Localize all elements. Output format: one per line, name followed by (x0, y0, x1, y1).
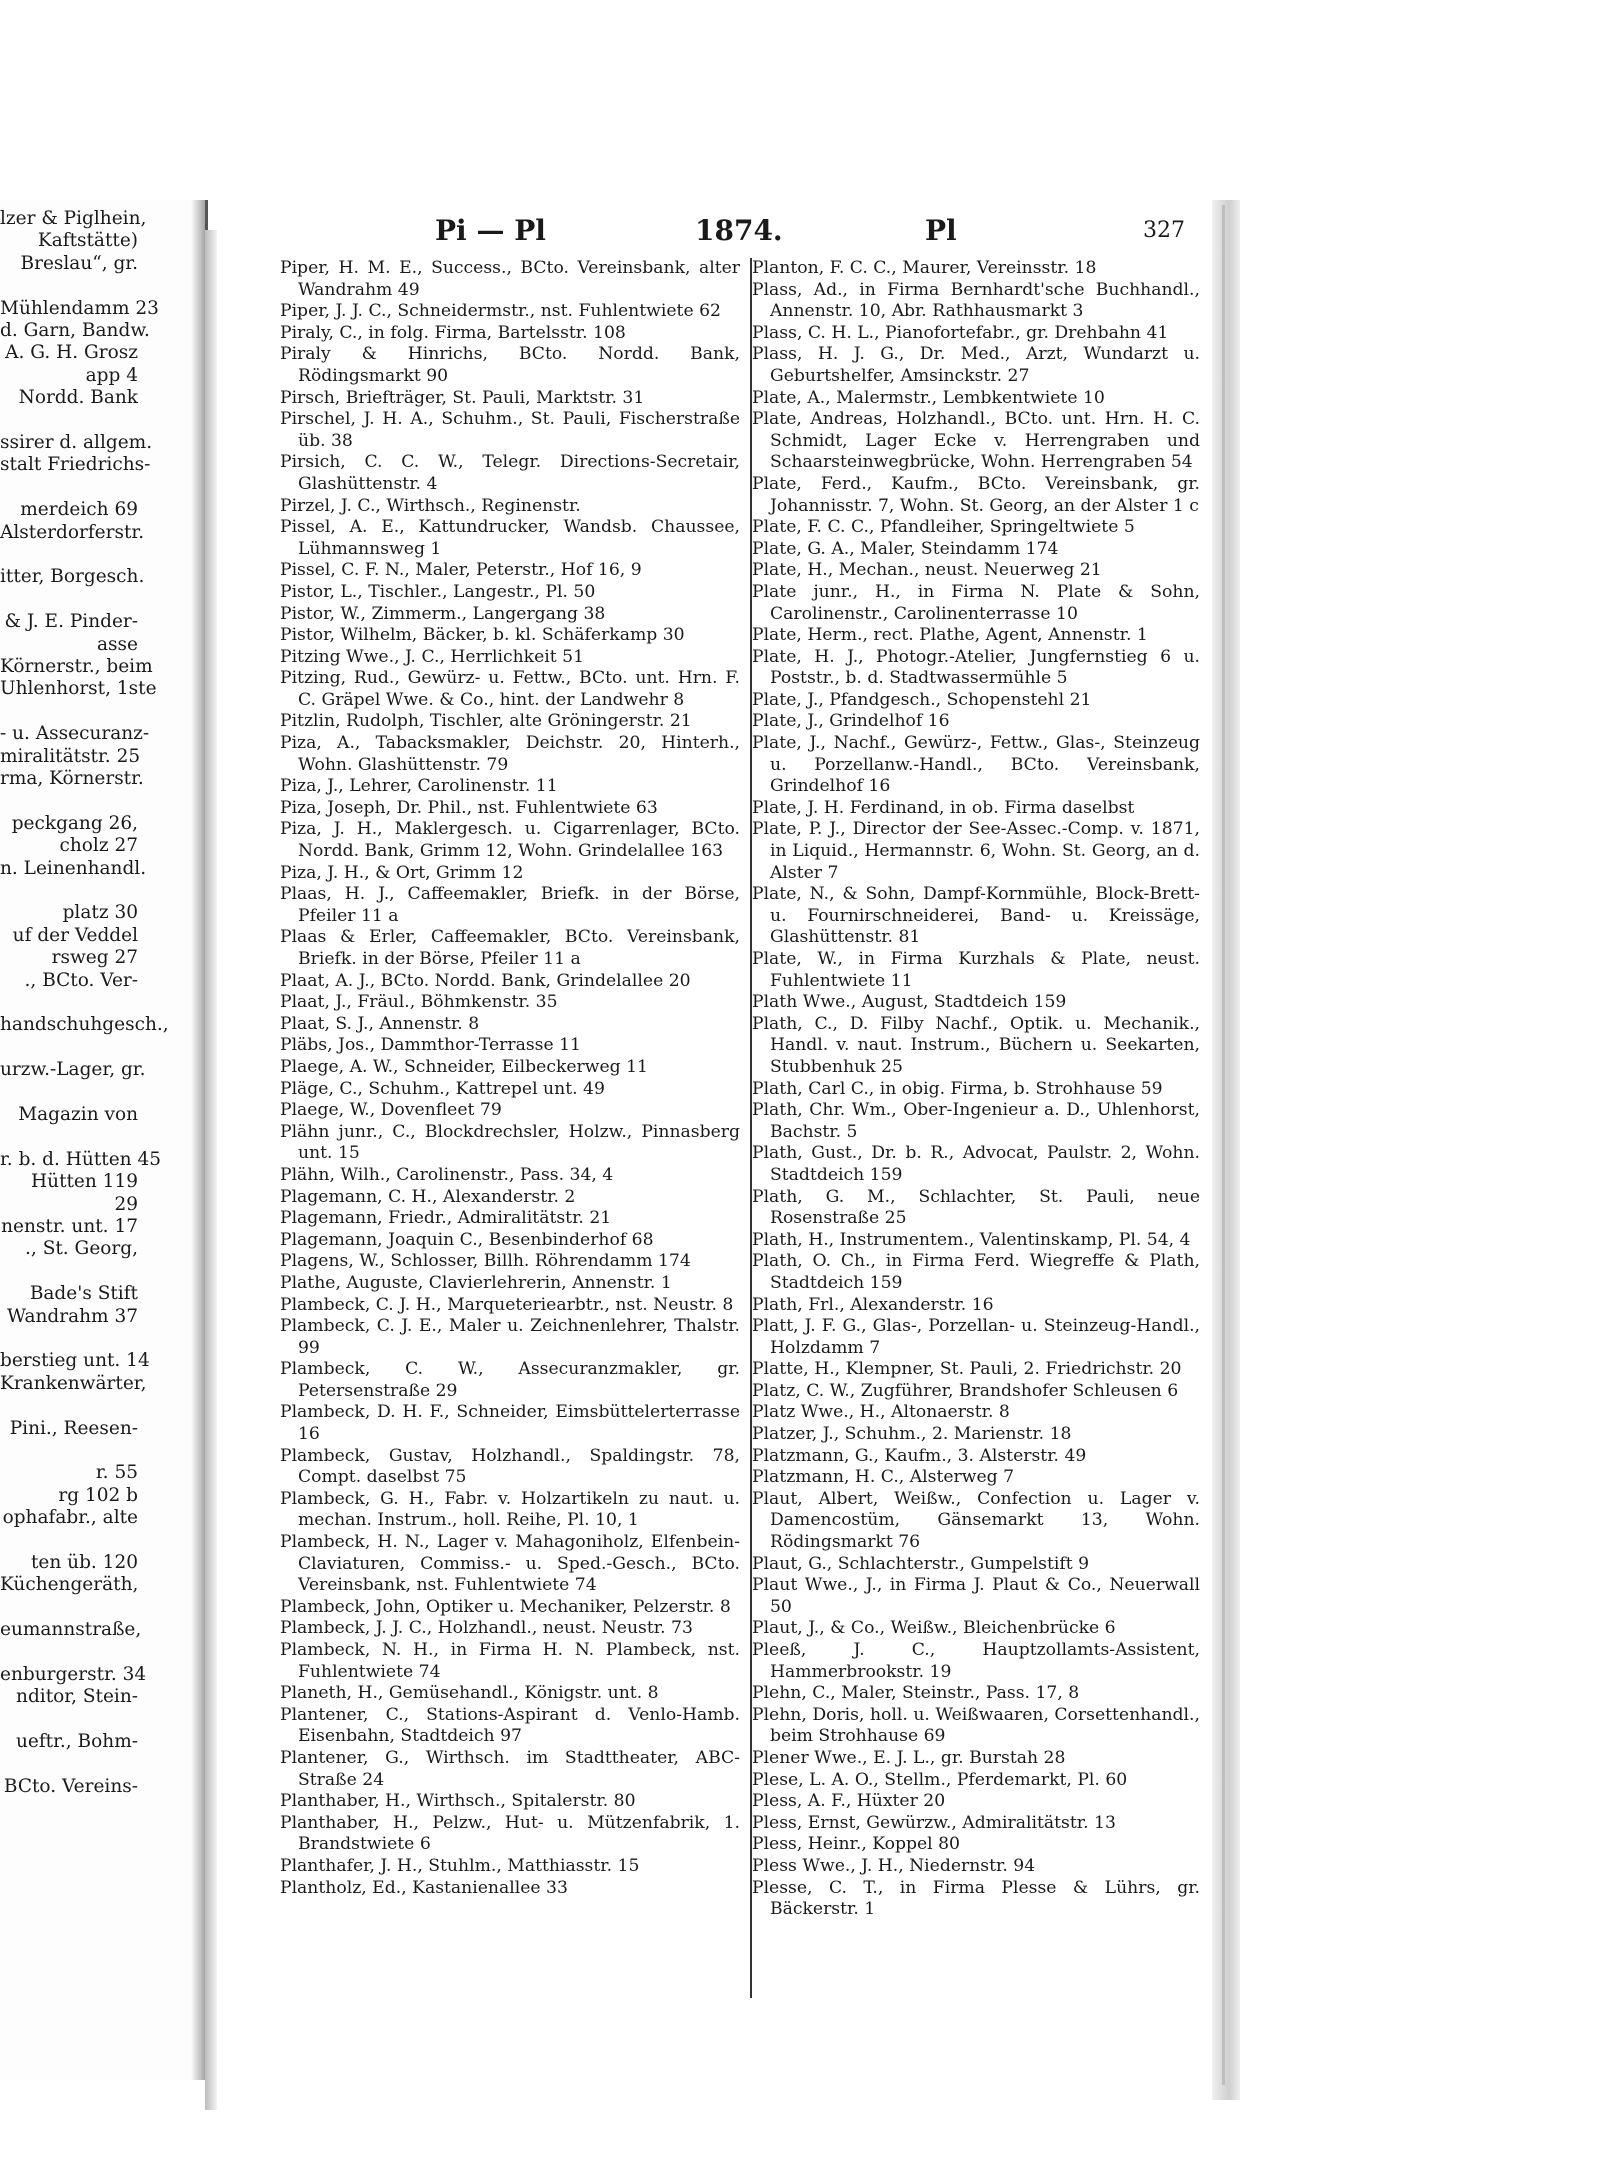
directory-entry: Plate, J. H. Ferdinand, in ob. Firma daselbst (752, 797, 1135, 818)
directory-entry: Planton, F. C. C., Maurer, Vereinsstr. 18 (752, 258, 1097, 278)
directory-entry: Plass, H. J. G., Dr. Med., Arzt, Wundarzt u. Geburtshelfer, Amsinckstr. 27 (752, 344, 1200, 386)
header-range: Pi — Pl (435, 214, 546, 247)
directory-entry: Plath, Chr. Wm., Ober-Ingenieur a. D., Uhlenhorst, Bachstr. 5 (752, 1100, 1200, 1142)
directory-entry: Planthafer, J. H., Stuhlm., Matthiasstr. 15 (280, 1855, 640, 1876)
directory-entry: Plate, G. A., Maler, Steindamm 174 (752, 538, 1059, 559)
directory-entry: Plaas & Erler, Caffeemakler, BCto. Vereinsbank, Briefk. in der Börse, Pfeiler 11 a (280, 927, 740, 969)
directory-entry: Pless, Heinr., Koppel 80 (752, 1834, 960, 1855)
left-page-line: rsweg 27 (51, 947, 138, 969)
left-page-line: eumannstraße, (0, 1619, 142, 1641)
left-page-line: - u. Assecuranz- (0, 723, 150, 745)
directory-entry: Plate, H., Mechan., neust. Neuerweg 21 (752, 560, 1102, 581)
directory-entry: Plath, Frl., Alexanderstr. 16 (752, 1294, 994, 1315)
left-page-line: Breslau“, gr. (20, 252, 138, 274)
directory-entry: Plantener, G., Wirthsch. im Stadttheater, ABC-Straße 24 (280, 1747, 740, 1790)
directory-entry: Pless Wwe., J. H., Niedernstr. 94 (752, 1855, 1036, 1876)
directory-entry: Plehn, C., Maler, Steinstr., Pass. 17, 8 (752, 1683, 1080, 1704)
left-page-line: rma, Körnerstr. (0, 768, 144, 789)
directory-entry: Plagemann, Joaquin C., Besenbinderhof 68 (280, 1229, 654, 1250)
directory-entry: Platz, C. W., Zugführer, Brandshofer Schleusen 6 (752, 1380, 1179, 1401)
directory-entry: Pissel, C. F. N., Maler, Peterstr., Hof 16, 9 (280, 560, 642, 581)
left-page-line: ueftr., Bohm- (15, 1731, 138, 1753)
directory-entry: Plagemann, C. H., Alexanderstr. 2 (280, 1186, 576, 1207)
directory-entry: Pistor, W., Zimmerm., Langergang 38 (280, 603, 606, 624)
directory-entry: Plesse, C. T., in Firma Plesse & Lührs, gr. Bäckerstr. 1 (752, 1877, 1200, 1920)
directory-column-right (752, 258, 1200, 1921)
directory-entry: Pläge, C., Schuhm., Kattrepel unt. 49 (280, 1078, 605, 1099)
directory-entry: Plate, N., & Sohn, Dampf-Kornmühle, Block-Brett- u. Fournirschneiderei, Band- u. Kreissäge, Glashüttenstr. 81 (752, 884, 1200, 948)
left-page-line: urzw.-Lager, gr. (0, 1059, 146, 1081)
directory-entry: Platzmann, H. C., Alsterweg 7 (752, 1467, 1015, 1488)
directory-entry: Plambeck, Gustav, Holzhandl., Spaldingstr. 78, Compt. daselbst 75 (280, 1445, 740, 1488)
directory-entry: Plähn, Wilh., Carolinenstr., Pass. 34, 4 (280, 1164, 614, 1185)
directory-entry: Pirsich, C. C. W., Telegr. Directions-Secretair, Glashüttenstr. 4 (280, 452, 740, 494)
directory-entry: Pitzlin, Rudolph, Tischler, alte Gröningerstr. 21 (280, 711, 692, 732)
left-page-line: platz 30 (62, 902, 138, 924)
left-page-line: stalt Friedrichs- (0, 454, 151, 476)
directory-entry: Pless, Ernst, Gewürzw., Admiralitätstr. 13 (752, 1812, 1116, 1833)
left-page-line: Magazin von (18, 1104, 138, 1125)
directory-entry: Plambeck, C. W., Assecuranzmakler, gr. Petersenstraße 29 (280, 1359, 740, 1401)
directory-entry: Plambeck, J. J. C., Holzhandl., neust. Neustr. 73 (280, 1618, 693, 1639)
directory-entry: Piraly & Hinrichs, BCto. Nordd. Bank, Rödingsmarkt 90 (280, 344, 740, 386)
left-page-line: Mühlendamm 23 (0, 297, 159, 319)
left-page-line: Nordd. Bank (18, 387, 138, 409)
left-page-line: Hütten 119 (31, 1171, 138, 1193)
directory-entry: Piper, H. M. E., Success., BCto. Vereinsbank, alter Wandrahm 49 (280, 258, 740, 300)
directory-entry: Platz Wwe., H., Altonaerstr. 8 (752, 1402, 1010, 1423)
left-page-line: Krankenwärter, (0, 1372, 147, 1394)
directory-entry: Plaat, A. J., BCto. Nordd. Bank, Grindelallee 20 (280, 970, 691, 991)
left-page-line: Bade's Stift (29, 1283, 138, 1305)
directory-entry: Plate, F. C. C., Pfandleiher, Springeltwiete 5 (752, 517, 1135, 538)
book-spine (205, 230, 217, 2110)
directory-entry: Plambeck, D. H. F., Schneider, Eimsbüttelerterrasse 16 (280, 1402, 740, 1445)
directory-entry: Platt, J. F. G., Glas-, Porzellan- u. Steinzeug-Handl., Holzdamm 7 (752, 1316, 1200, 1358)
directory-entry: Plambeck, H. N., Lager v. Mahagoniholz, Elfenbein-Claviaturen, Commiss.- u. Sped.-Gesch., BCto. Vereinsbank, nst. Fuhlentwiete 74 (280, 1532, 740, 1596)
directory-entry: Plath, G. M., Schlachter, St. Pauli, neue Rosenstraße 25 (752, 1186, 1200, 1229)
left-page-line: & J. E. Pinder- (4, 611, 138, 633)
left-page-line: ., St. Georg, (25, 1238, 138, 1260)
directory-entry: Piza, Joseph, Dr. Phil., nst. Fuhlentwiete 63 (280, 797, 658, 818)
directory-entry: Plambeck, John, Optiker u. Mechaniker, Pelzerstr. 8 (280, 1596, 731, 1617)
directory-entry: Plaut, Albert, Weißw., Confection u. Lager v. Damencostüm, Gänsemarkt 13, Wohn. Rödingsmarkt 76 (752, 1488, 1200, 1553)
left-page-line: ssirer d. allgem. (0, 432, 153, 453)
directory-entry: Plate, J., Pfandgesch., Schopenstehl 21 (752, 689, 1092, 710)
header-year: 1874. (695, 214, 783, 247)
directory-entry: Plaas, H. J., Caffeemakler, Briefk. in der Börse, Pfeiler 11 a (280, 884, 740, 926)
left-page-line: A. G. H. Grosz (5, 342, 138, 364)
directory-entry: Plaege, W., Dovenfleet 79 (280, 1100, 502, 1121)
header-letters: Pl (925, 214, 957, 247)
page-edge (1212, 200, 1240, 2100)
directory-entry: Plate, Herm., rect. Plathe, Agent, Annenstr. 1 (752, 625, 1148, 646)
directory-entry: Platzer, J., Schuhm., 2. Marienstr. 18 (752, 1424, 1072, 1445)
directory-entry: Platzmann, G., Kaufm., 3. Alsterstr. 49 (752, 1445, 1087, 1466)
directory-entry: Planeth, H., Gemüsehandl., Königstr. unt. 8 (280, 1683, 659, 1704)
directory-entry: Pläbs, Jos., Dammthor-Terrasse 11 (280, 1035, 581, 1056)
left-page-line: handschuhgesch., (0, 1014, 169, 1036)
directory-entry: Plath, H., Instrumentem., Valentinskamp, Pl. 54, 4 (752, 1229, 1191, 1250)
directory-entry: Plass, C. H. L., Pianofortefabr., gr. Drehbahn 41 (752, 322, 1169, 343)
directory-entry: Piraly, C., in folg. Firma, Bartelsstr. 108 (280, 322, 626, 343)
directory-entry: Planthaber, H., Wirthsch., Spitalerstr. 80 (280, 1791, 636, 1812)
left-page-line: Küchengeräth, (0, 1574, 139, 1596)
left-page-line: app 4 (85, 364, 138, 386)
left-page-line: nditor, Stein- (16, 1686, 138, 1708)
directory-entry: Plath, Gust., Dr. b. R., Advocat, Paulstr. 2, Wohn. Stadtdeich 159 (752, 1143, 1200, 1185)
directory-entry: Pless, A. F., Hüxter 20 (752, 1791, 946, 1812)
directory-entry: Plaege, A. W., Schneider, Eilbeckerweg 11 (280, 1056, 648, 1077)
left-page-line: nenstr. unt. 17 (1, 1216, 138, 1237)
left-page-line: miralitätstr. 25 (0, 745, 141, 767)
directory-entry: Plambeck, N. H., in Firma H. N. Plambeck, nst. Fuhlentwiete 74 (280, 1640, 740, 1682)
left-page-line: lzer & Piglhein, (0, 208, 147, 229)
directory-entry: Plaat, J., Fräul., Böhmkenstr. 35 (280, 992, 558, 1013)
directory-entry: Plambeck, C. J. H., Marqueteriearbtr., nst. Neustr. 8 (280, 1294, 734, 1315)
directory-entry: Plese, L. A. O., Stellm., Pferdemarkt, Pl. 60 (752, 1769, 1128, 1790)
left-page-line: Uhlenhorst, 1ste (0, 678, 157, 700)
left-page-line: r. b. d. Hütten 45 (0, 1148, 161, 1170)
directory-entry: Plass, Ad., in Firma Bernhardt'sche Buchhandl., Annenstr. 10, Abr. Rathhausmarkt 3 (752, 279, 1200, 322)
left-page-line: asse (97, 633, 138, 655)
directory-entry: Pirsch, Briefträger, St. Pauli, Marktstr. 31 (280, 387, 645, 408)
directory-entry: Plath Wwe., August, Stadtdeich 159 (752, 992, 1067, 1013)
left-page-line: n. Leinenhandl. (0, 857, 147, 879)
directory-entry: Plambeck, G. H., Fabr. v. Holzartikeln zu naut. u. mechan. Instrum., holl. Reihe, Pl. 10, 1 (280, 1488, 740, 1531)
directory-entry: Plate, J., Nachf., Gewürz-, Fettw., Glas-, Steinzeug u. Porzellanw.-Handl., BCto. Vereinsbank, Grindelhof 16 (752, 733, 1200, 797)
directory-entry: Plate, Andreas, Holzhandl., BCto. unt. Hrn. H. C. Schmidt, Lager Ecke v. Herrengraben und Schaarsteinwegbrücke, Wohn. Herrengraben 54 (752, 409, 1200, 473)
directory-entry: Plate, H. J., Photogr.-Atelier, Jungfernstieg 6 u. Poststr., b. d. Stadtwassermühle 5 (752, 646, 1200, 689)
left-page-line: rg 102 b (58, 1484, 138, 1506)
left-page-line: r. 55 (95, 1462, 138, 1484)
left-page-line: Wandrahm 37 (7, 1305, 138, 1327)
left-page-line: berstieg unt. 14 (0, 1350, 150, 1372)
left-page-line: d. Garn, Bandw. (0, 320, 150, 341)
directory-column-left (280, 258, 740, 1899)
directory-entry: Plaut, J., & Co., Weißw., Bleichenbrücke 6 (752, 1618, 1116, 1639)
left-page-line: enburgerstr. 34 (0, 1664, 147, 1685)
directory-entry: Plehn, Doris, holl. u. Weißwaaren, Corsettenhandl., beim Strohhause 69 (752, 1704, 1200, 1747)
directory-entry: Pirzel, J. C., Wirthsch., Reginenstr. (280, 495, 581, 516)
left-page-line: itter, Borgesch. (0, 566, 145, 588)
directory-entry: Plate, W., in Firma Kurzhals & Plate, neust. Fuhlentwiete 11 (752, 949, 1200, 991)
directory-entry: Plate junr., H., in Firma N. Plate & Sohn, Carolinenstr., Carolinenterrasse 10 (752, 581, 1200, 624)
left-page-line: Alsterdorferstr. (0, 521, 145, 543)
left-page-line: Körnerstr., beim (0, 656, 153, 677)
left-page-line: ., BCto. Ver- (24, 969, 138, 991)
directory-entry: Plath, C., D. Filby Nachf., Optik. u. Mechanik., Handl. v. naut. Instrum., Büchern u. Seekarten, Stubbenhuk 25 (752, 1013, 1200, 1077)
directory-entry: Plath, O. Ch., in Firma Ferd. Wiegreffe & Plath, Stadtdeich 159 (752, 1251, 1200, 1293)
directory-entry: Plaat, S. J., Annenstr. 8 (280, 1013, 480, 1034)
left-page-line: Pini., Reesen- (9, 1417, 138, 1439)
directory-entry: Pitzing Wwe., J. C., Herrlichkeit 51 (280, 646, 585, 667)
left-page-line: ten üb. 120 (30, 1552, 138, 1573)
directory-entry: Pissel, A. E., Kattundrucker, Wandsb. Chaussee, Lühmannsweg 1 (280, 517, 740, 559)
left-page-line: BCto. Vereins- (3, 1776, 138, 1797)
directory-entry: Plaut, G., Schlachterstr., Gumpelstift 9 (752, 1553, 1090, 1574)
directory-entry: Piza, J. H., & Ort, Grimm 12 (280, 862, 524, 883)
directory-entry: Piper, J. J. C., Schneidermstr., nst. Fuhlentwiete 62 (280, 301, 721, 322)
directory-entry: Plaut Wwe., J., in Firma J. Plaut & Co., Neuerwall 50 (752, 1575, 1200, 1617)
directory-entry: Platte, H., Klempner, St. Pauli, 2. Friedrichstr. 20 (752, 1359, 1182, 1380)
left-page-line: cholz 27 (59, 835, 138, 857)
directory-entry: Plagens, W., Schlosser, Billh. Röhrendamm 174 (280, 1251, 691, 1272)
directory-entry: Piza, J. H., Maklergesch. u. Cigarrenlager, BCto. Nordd. Bank, Grimm 12, Wohn. Grindelallee 163 (280, 819, 740, 862)
page-gutter-shadow (191, 200, 205, 2080)
directory-entry: Pirschel, J. H. A., Schuhm., St. Pauli, Fischerstraße üb. 38 (280, 409, 740, 451)
left-page-line: 29 (114, 1193, 138, 1215)
directory-entry: Plate, P. J., Director der See-Assec.-Comp. v. 1871, in Liquid., Hermannstr. 6, Wohn. St. Georg, an d. Alster 7 (752, 819, 1200, 883)
directory-entry: Pitzing, Rud., Gewürz- u. Fettw., BCto. unt. Hrn. F. C. Gräpel Wwe. & Co., hint. der Landwehr 8 (280, 668, 740, 710)
directory-entry: Piza, A., Tabacksmakler, Deichstr. 20, Hinterh., Wohn. Glashüttenstr. 79 (280, 733, 740, 775)
page-header (275, 214, 1185, 254)
left-page-fragment (0, 200, 208, 2080)
directory-entry: Plathe, Auguste, Clavierlehrerin, Annenstr. 1 (280, 1272, 672, 1293)
directory-entry: Pistor, Wilhelm, Bäcker, b. kl. Schäferkamp 30 (280, 625, 685, 646)
left-page-line: peckgang 26, (11, 812, 138, 834)
left-page-line: ophafabr., alte (2, 1507, 138, 1529)
directory-entry: Plener Wwe., E. J. L., gr. Burstah 28 (752, 1747, 1066, 1768)
page-edge-line (1222, 205, 1225, 2085)
directory-entry: Planthaber, H., Pelzw., Hut- u. Mützenfabrik, 1. Brandstwiete 6 (280, 1812, 740, 1855)
directory-entry: Plagemann, Friedr., Admiralitätstr. 21 (280, 1208, 612, 1229)
directory-entry: Plate, J., Grindelhof 16 (752, 711, 950, 732)
directory-entry: Piza, J., Lehrer, Carolinenstr. 11 (280, 776, 558, 797)
directory-entry: Plambeck, C. J. E., Maler u. Zeichnenlehrer, Thalstr. 99 (280, 1316, 740, 1358)
directory-entry: Plantener, C., Stations-Aspirant d. Venlo-Hamb. Eisenbahn, Stadtdeich 97 (280, 1704, 740, 1747)
left-page-line: Kaftstätte) (37, 230, 138, 252)
directory-entry: Plate, A., Malermstr., Lembkentwiete 10 (752, 387, 1105, 408)
directory-entry: Plath, Carl C., in obig. Firma, b. Strohhause 59 (752, 1078, 1163, 1099)
directory-entry: Plate, Ferd., Kaufm., BCto. Vereinsbank, gr. Johannisstr. 7, Wohn. St. Georg, an der Alster 1 c (752, 473, 1200, 516)
directory-entry: Plantholz, Ed., Kastanienallee 33 (280, 1877, 568, 1898)
left-page-line: uf der Veddel (12, 924, 138, 946)
directory-entry: Pistor, L., Tischler., Langestr., Pl. 50 (280, 581, 596, 602)
left-page-line: merdeich 69 (20, 499, 138, 521)
directory-entry: Plähn junr., C., Blockdrechsler, Holzw., Pinnasberg unt. 15 (280, 1121, 740, 1164)
directory-entry: Pleeß, J. C., Hauptzollamts-Assistent, Hammerbrookstr. 19 (752, 1640, 1200, 1682)
page-number: 327 (1143, 218, 1185, 243)
